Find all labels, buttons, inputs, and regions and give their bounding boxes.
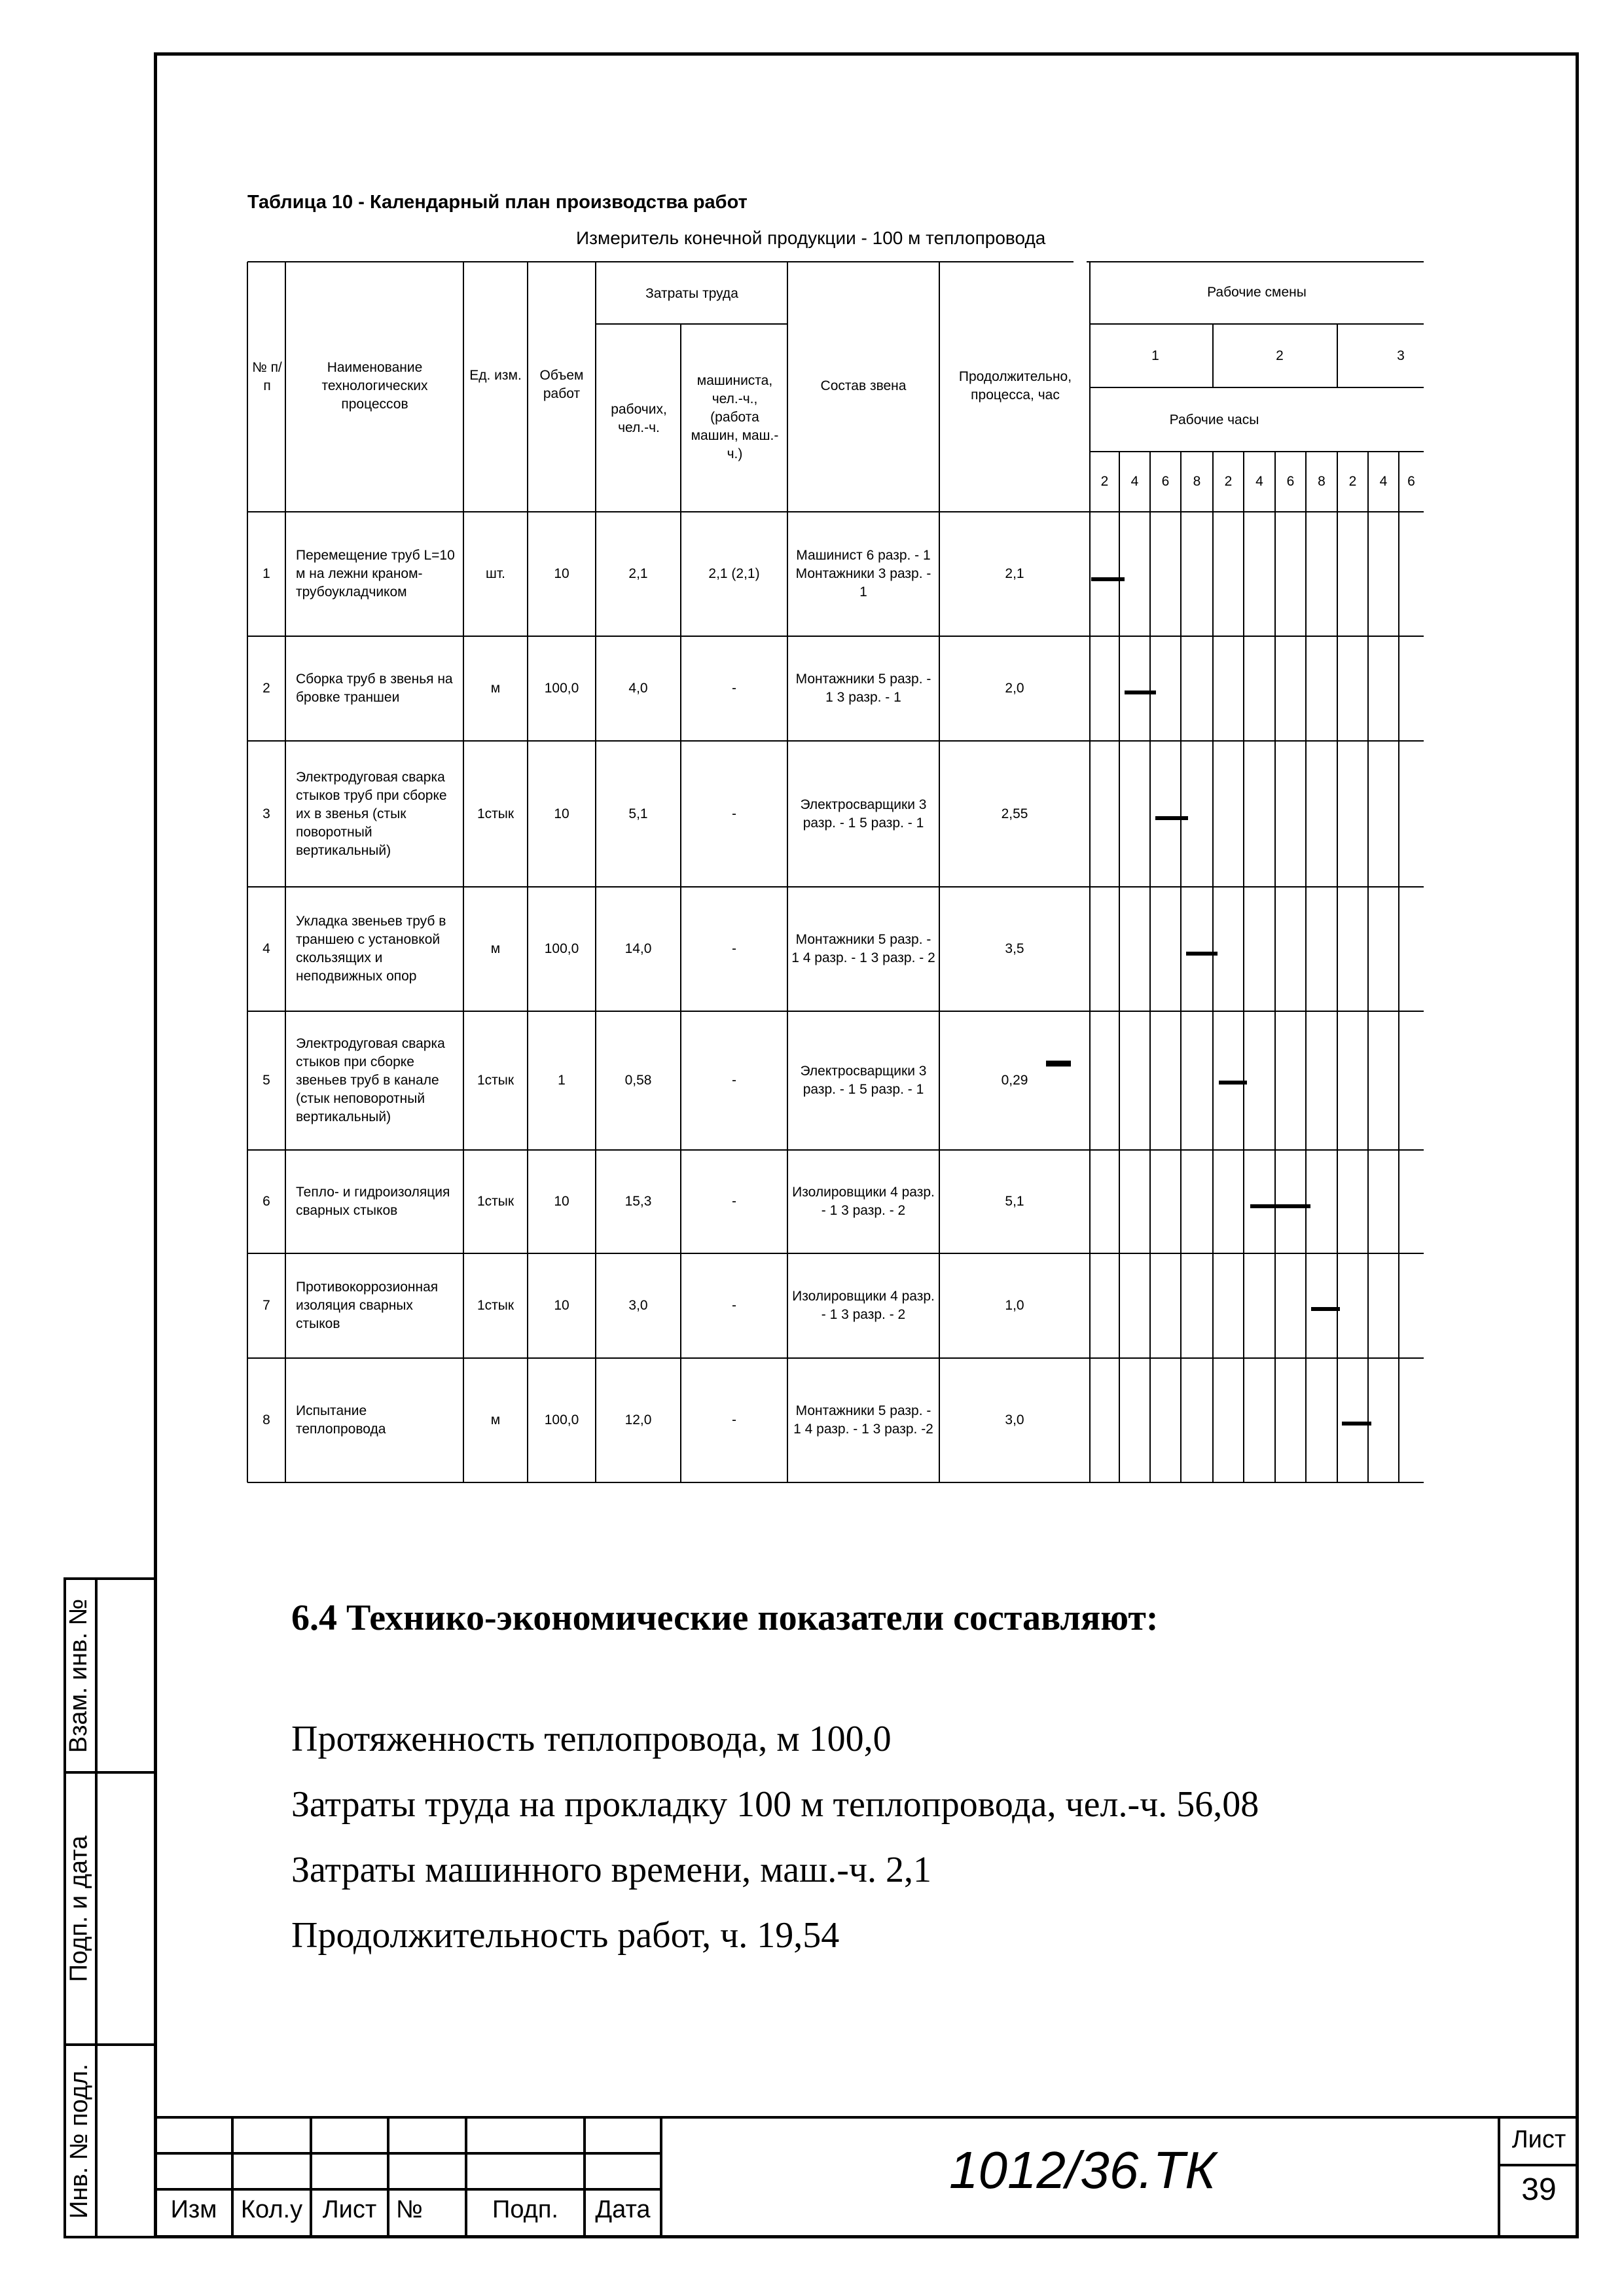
- cell-dur: 3,0: [1005, 1412, 1024, 1427]
- side-label-inv: Инв. № подл.: [65, 2063, 93, 2219]
- cell-work: 4,0: [628, 681, 648, 696]
- hour-tick: 2: [1224, 474, 1233, 489]
- cell-n: 8: [262, 1412, 270, 1427]
- hour-tick: 4: [1255, 474, 1263, 489]
- hour-tick: 8: [1193, 474, 1201, 489]
- cell-unit: 1стык: [477, 1073, 514, 1088]
- cell-vol: 10: [554, 1298, 569, 1313]
- cell-name: Укладка звеньев труб в траншею с установкой скользящих и неподвижных опор: [296, 914, 446, 984]
- cell-dur: 2,1: [1005, 566, 1024, 581]
- cell-name: Перемещение труб L=10 м на лежни краном-трубоукладчиком: [296, 548, 455, 600]
- cell-unit: 1стык: [477, 1194, 514, 1209]
- cell-vol: 10: [554, 806, 569, 821]
- tb-list: Лист: [322, 2196, 377, 2223]
- cell-n: 7: [262, 1298, 270, 1313]
- cell-vol: 100,0: [544, 941, 579, 956]
- cell-dur: 2,0: [1005, 681, 1024, 696]
- cell-n: 3: [262, 806, 270, 821]
- cell-n: 5: [262, 1073, 270, 1088]
- cell-work: 0,58: [624, 1073, 652, 1088]
- shift-1: 1: [1151, 348, 1159, 363]
- cell-mach: -: [732, 681, 736, 696]
- cell-name: Тепло- и гидроизоляция сварных стыков: [296, 1185, 450, 1218]
- cell-dur: 2,55: [1001, 806, 1028, 821]
- cell-unit: 1стык: [477, 1298, 514, 1313]
- table-measure: Измеритель конечной продукции - 100 м теплопровода: [576, 228, 1046, 248]
- hour-tick: 2: [1348, 474, 1357, 489]
- cell-n: 6: [262, 1194, 270, 1209]
- cell-unit: м: [490, 941, 501, 956]
- cell-n: 1: [262, 566, 270, 581]
- cell-unit: шт.: [486, 566, 505, 581]
- cell-crew: Изолировщики 4 разр. - 1 3 разр. - 2: [792, 1289, 935, 1322]
- cell-unit: м: [490, 1412, 501, 1427]
- cell-vol: 100,0: [544, 1412, 579, 1427]
- cell-n: 4: [262, 941, 270, 956]
- cell-work: 2,1: [628, 566, 648, 581]
- cell-name: Сборка труб в звенья на бровке траншеи: [296, 672, 453, 705]
- hour-tick: 4: [1379, 474, 1388, 489]
- hour-tick: 6: [1161, 474, 1170, 489]
- section-line: Продолжительность работ, ч. 19,54: [291, 1915, 840, 1956]
- cell-vol: 1: [558, 1073, 566, 1088]
- cell-work: 3,0: [628, 1298, 648, 1313]
- tb-sheet-label: Лист: [1511, 2126, 1566, 2153]
- cell-dur: 0,29: [1001, 1073, 1028, 1088]
- cell-mach: -: [732, 1073, 736, 1088]
- cell-mach: -: [732, 1298, 736, 1313]
- tb-podp: Подп.: [492, 2196, 558, 2223]
- side-label-podp: Подп. и дата: [65, 1835, 93, 1982]
- cell-name: Испытание теплопровода: [296, 1403, 386, 1437]
- cell-crew: Монтажники 5 разр. - 1 4 разр. - 1 3 разр. -2: [793, 1403, 933, 1437]
- cell-work: 5,1: [628, 806, 648, 821]
- cell-unit: м: [490, 681, 501, 696]
- tb-kolu: Кол.у: [240, 2196, 303, 2223]
- col-header-unit: Ед. изм.: [469, 368, 522, 383]
- shift-3: 3: [1397, 348, 1405, 363]
- cell-work: 15,3: [624, 1194, 652, 1209]
- cell-mach: -: [732, 941, 736, 956]
- cell-name: Электродуговая сварка стыков труб при сборке их в звенья (стык поворотный вертикальный): [296, 769, 447, 858]
- cell-dur: 5,1: [1005, 1194, 1024, 1209]
- cell-name: Электродуговая сварка стыков при сборке звеньев труб в канале (стык неповоротный вертикальный): [296, 1036, 445, 1124]
- col-header-duration: Продолжительно, процесса, час: [958, 369, 1072, 403]
- shift-2: 2: [1276, 348, 1284, 363]
- col-header-labor: Затраты труда: [645, 286, 738, 301]
- cell-dur: 1,0: [1005, 1298, 1024, 1313]
- col-header-hours: Рабочие часы: [1169, 412, 1259, 427]
- col-header-workers: рабочих, чел.-ч.: [611, 402, 667, 435]
- hour-tick: 8: [1318, 474, 1326, 489]
- cell-name: Противокоррозионная изоляция сварных стыков: [296, 1280, 439, 1331]
- hour-tick: 4: [1130, 474, 1139, 489]
- cell-crew: Электросварщики 3 разр. - 1 5 разр. - 1: [800, 1064, 927, 1097]
- cell-mach: -: [732, 1194, 736, 1209]
- cell-n: 2: [262, 681, 270, 696]
- col-header-shifts: Рабочие смены: [1207, 285, 1307, 300]
- side-label-vzam: Взам. инв. №: [65, 1598, 93, 1753]
- col-header-crew: Состав звена: [820, 378, 907, 393]
- cell-mach: -: [732, 1412, 736, 1427]
- hour-tick: 6: [1286, 474, 1295, 489]
- section-line: Затраты машинного времени, маш.-ч. 2,1: [291, 1850, 932, 1890]
- col-header-name: Наименование технологических процессов: [321, 360, 428, 412]
- cell-crew: Изолировщики 4 разр. - 1 3 разр. - 2: [792, 1185, 935, 1218]
- document-code: 1012/36.ТК: [949, 2141, 1216, 2199]
- cell-mach: -: [732, 806, 736, 821]
- table-caption: Таблица 10 - Календарный план производства работ: [247, 192, 748, 213]
- hour-tick: 6: [1407, 474, 1415, 489]
- cell-crew: Монтажники 5 разр. - 1 3 разр. - 1: [795, 672, 931, 705]
- cell-crew: Монтажники 5 разр. - 1 4 разр. - 1 3 разр. - 2: [791, 932, 935, 965]
- section-heading: 6.4 Технико-экономические показатели составляют:: [291, 1598, 1159, 1638]
- cell-unit: 1стык: [477, 806, 514, 821]
- hour-tick: 2: [1100, 474, 1109, 489]
- tb-sheet-number: 39: [1521, 2172, 1557, 2207]
- tb-izm: Изм: [170, 2196, 217, 2223]
- cell-work: 14,0: [624, 941, 652, 956]
- cell-mach: 2,1 (2,1): [708, 566, 760, 581]
- cell-crew: Машинист 6 разр. - 1 Монтажники 3 разр. - 1: [795, 548, 931, 600]
- cell-vol: 10: [554, 1194, 569, 1209]
- cell-vol: 100,0: [544, 681, 579, 696]
- col-header-num: № п/ п: [252, 360, 282, 393]
- col-header-machinists: машиниста, чел.-ч., (работа машин, маш.-ч.): [691, 373, 779, 461]
- col-header-volume: Объем работ: [539, 368, 584, 401]
- cell-vol: 10: [554, 566, 569, 581]
- cell-dur: 3,5: [1005, 941, 1024, 956]
- cell-crew: Электросварщики 3 разр. - 1 5 разр. - 1: [800, 797, 927, 831]
- tb-data: Дата: [595, 2196, 651, 2223]
- section-line: Протяженность теплопровода, м 100,0: [291, 1719, 892, 1759]
- tb-num: №: [396, 2196, 423, 2223]
- cell-work: 12,0: [624, 1412, 652, 1427]
- section-line: Затраты труда на прокладку 100 м теплопровода, чел.-ч. 56,08: [291, 1784, 1259, 1825]
